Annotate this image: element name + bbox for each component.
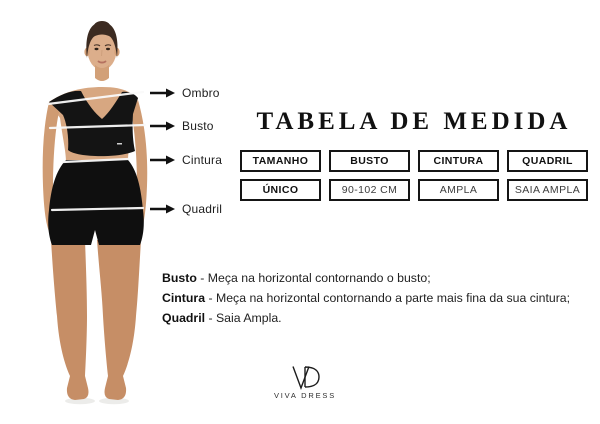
- note-busto: [162, 268, 598, 288]
- size-table: [240, 150, 588, 201]
- note-cintura: [162, 288, 598, 308]
- table-value-cintura: AMPLA: [418, 179, 499, 201]
- table-value-tamanho: ÚNICO: [240, 179, 321, 201]
- note-term: Cintura: [162, 291, 206, 305]
- table-header-tamanho: TAMANHO: [240, 150, 321, 172]
- note-quadril: [162, 308, 598, 328]
- measure-label-ombro: Ombro: [182, 86, 220, 100]
- measure-label-cintura: Cintura: [182, 153, 223, 167]
- measuring-notes: [162, 268, 598, 328]
- note-text: - Meça na horizontal contornando a parte mais fina da sua cintura;: [205, 291, 571, 305]
- measure-pointer-ombro: [149, 86, 220, 100]
- measure-label-busto: Busto: [182, 119, 214, 133]
- measure-label-quadril: Quadril: [182, 202, 223, 216]
- note-term: Quadril: [162, 311, 206, 325]
- note-text: - Saia Ampla.: [205, 311, 282, 325]
- vd-monogram-icon: [285, 364, 325, 390]
- measure-pointer-busto: [149, 119, 214, 133]
- note-term: Busto: [162, 271, 197, 285]
- arrow-right-icon: [149, 203, 176, 215]
- table-header-quadril: QUADRIL: [507, 150, 588, 172]
- table-header-cintura: CINTURA: [418, 150, 499, 172]
- arrow-right-icon: [149, 120, 176, 132]
- page-title: TABELA DE MEDIDA: [256, 108, 572, 135]
- measure-pointer-cintura: [149, 153, 222, 167]
- shorts: [48, 160, 144, 245]
- brand-logo: [255, 364, 355, 400]
- right-leg: [97, 240, 141, 400]
- left-leg: [51, 240, 89, 400]
- arrow-right-icon: [149, 154, 176, 166]
- table-value-busto: 90-102 CM: [329, 179, 410, 201]
- brand-name: VIVA DRESS: [273, 391, 337, 400]
- table-header-busto: BUSTO: [329, 150, 410, 172]
- note-text: - Meça na horizontal contornando o busto;: [196, 271, 431, 285]
- table-value-quadril: SAIA AMPLA: [507, 179, 588, 201]
- arrow-right-icon: [149, 87, 176, 99]
- measure-pointer-quadril: [149, 202, 222, 216]
